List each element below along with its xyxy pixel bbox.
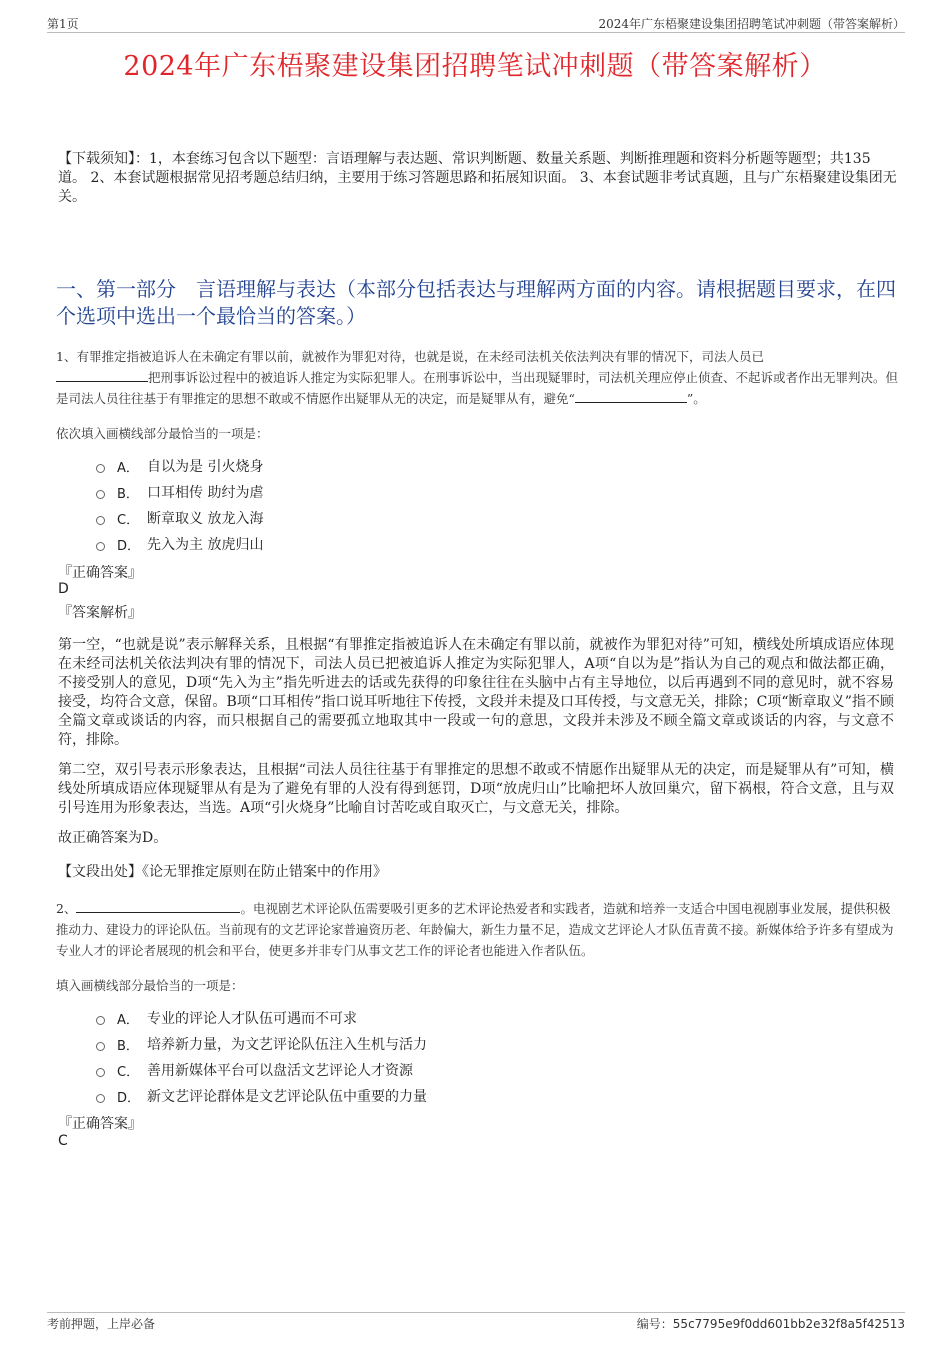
question-1-analysis-1: 第一空，“也就是说”表示解释关系，且根据“有罪推定指被追诉人在未确定有罪以前，就被作为罪犯对待”可知，横线处所填成语应体现在未经司法机关依法判决有罪的情况下，司法人员已把被追诉人推定为实际犯罪人，A项“自以为是”指认为自己的观点和做法都正确，不接受别人的意见，D项“先入为主”指先听进去的话或先获得的印象往往在头脑中占有主导地位，以后再遇到不同的意见时，就不容易接受，均符合文意，保留。B项“口耳相传”指口说耳听地往下传授，文段并未提及口耳传授，与文意无关，排除；C项“断章取义”指不顾全篇文章或谈话的内容，而只根据自己的需要孤立地取其中一段或一句的意思，文段并未涉及不顾全篇文章或谈话的内容，与文意不符，排除。 xyxy=(58,637,894,748)
question-2-option-c[interactable]: C． 善用新媒体平台可以盘活文艺评论人才资源 xyxy=(96,1057,427,1083)
footer-code xyxy=(637,1315,905,1332)
question-1-analysis-label: 『答案解析』 xyxy=(58,605,142,621)
radio-icon[interactable] xyxy=(96,1094,105,1103)
radio-icon[interactable] xyxy=(96,1068,105,1077)
radio-icon[interactable] xyxy=(96,490,105,499)
question-1-options xyxy=(96,453,263,557)
footer-slogan: 考前押题，上岸必备 xyxy=(47,1317,156,1331)
question-1-text-c: ”。 xyxy=(686,391,706,406)
download-notice: 【下载须知】：1，本套练习包含以下题型：言语理解与表达题、常识判断题、数量关系题、判断推理题和资料分析题等题型；共135道。 2、本套试题根据常见招考题总结归纳，主要用于练习答题思路和拓展知识面。 3、本套试题非考试真题，且与广东梧聚建设集团无关。 xyxy=(58,151,897,205)
question-2-option-a[interactable]: A． 专业的评论人才队伍可遇而不可求 xyxy=(96,1005,427,1031)
radio-icon[interactable] xyxy=(96,542,105,551)
page-header xyxy=(47,14,905,33)
question-1-stem xyxy=(56,346,900,409)
question-1-source: 【文段出处】《论无罪推定原则在防止错案中的作用》 xyxy=(58,864,387,880)
question-1-option-a[interactable]: A． 自以为是 引火烧身 xyxy=(96,453,263,479)
question-2-text: 。电视剧艺术评论队伍需要吸引更多的艺术评论热爱者和实践者，造就和培养一支适合中国电视剧事业发展，提供积极推动力、建设力的评论队伍。当前现有的文艺评论家普遍资历老、年龄偏大，新生力量不足，造成文艺评论人才队伍青黄不接。新媒体给予许多有望成为专业人才的评论者展现的机会和平台，使更多并非专门从事文艺工作的评论者也能进入作者队伍。 xyxy=(56,901,894,958)
question-2-blank xyxy=(76,900,240,913)
question-1-analysis-2: 第二空，双引号表示形象表达，且根据“司法人员往往基于有罪推定的思想不敢或不情愿作出疑罪从无的决定，而是疑罪从有”可知，横线处所填成语应体现疑罪从有是为了避免有罪的人没有得到惩罚，D项“放虎归山”比喻把坏人放回巢穴，留下祸根，符合文意，且与双引号连用为形象表达，当选。A项“引火烧身”比喻自讨苦吃或自取灭亡，与文意无关，排除。 xyxy=(58,762,894,816)
radio-icon[interactable] xyxy=(96,516,105,525)
question-2-stem xyxy=(56,898,900,961)
question-2-option-b[interactable]: B． 培养新力量，为文艺评论队伍注入生机与活力 xyxy=(96,1031,427,1057)
header-doc-title: 2024年广东梧聚建设集团招聘笔试冲刺题（带答案解析） xyxy=(598,17,905,31)
question-1-blank-2 xyxy=(575,390,687,403)
footer-code-label: 编号： xyxy=(636,1317,673,1331)
question-1-text-b: 把刑事诉讼过程中的被追诉人推定为实际犯罪人。在刑事诉讼中，当出现疑罪时，司法机关理应停止侦查、不起诉或者作出无罪判决。但是司法人员往往基于有罪推定的思想不敢或不情愿作出疑罪从无的决定，而是疑罪从有，避免“ xyxy=(56,370,899,406)
page-footer xyxy=(47,1312,905,1331)
question-1-analysis-3: 故正确答案为D。 xyxy=(58,830,168,846)
radio-icon[interactable] xyxy=(96,1042,105,1051)
question-1-blank-1 xyxy=(56,369,148,382)
page-number: 第1页 xyxy=(47,17,79,31)
radio-icon[interactable] xyxy=(96,1016,105,1025)
question-1-option-d[interactable]: D． 先入为主 放虎归山 xyxy=(96,531,263,557)
question-1-prompt: 依次填入画横线部分最恰当的一项是： xyxy=(56,426,269,441)
question-2-answer: C xyxy=(58,1133,68,1149)
question-1-answer-label: 『正确答案』 xyxy=(58,565,142,581)
question-1-option-c[interactable]: C． 断章取义 放龙入海 xyxy=(96,505,263,531)
radio-icon[interactable] xyxy=(96,464,105,473)
question-2-number: 2、 xyxy=(56,901,77,916)
question-2-options xyxy=(96,1005,427,1109)
question-1-text-a: 1、有罪推定指被追诉人在未确定有罪以前，就被作为罪犯对待，也就是说，在未经司法机关依法判决有罪的情况下，司法人员已 xyxy=(56,349,764,364)
question-1-option-b[interactable]: B． 口耳相传 助纣为虐 xyxy=(96,479,263,505)
footer-code-value: 55c7795e9f0dd601bb2e32f8a5f42513 xyxy=(672,1317,905,1331)
question-2-prompt: 填入画横线部分最恰当的一项是： xyxy=(56,978,244,993)
question-2-option-d[interactable]: D． 新文艺评论群体是文艺评论队伍中重要的力量 xyxy=(96,1083,427,1109)
question-2-answer-label: 『正确答案』 xyxy=(58,1116,142,1132)
page-title: 2024年广东梧聚建设集团招聘笔试冲刺题（带答案解析） xyxy=(123,51,827,82)
section-heading: 一、第一部分 言语理解与表达（本部分包括表达与理解两方面的内容。请根据题目要求，在四个选项中选出一个最恰当的答案。） xyxy=(56,277,896,328)
question-1-answer: D xyxy=(58,581,69,597)
